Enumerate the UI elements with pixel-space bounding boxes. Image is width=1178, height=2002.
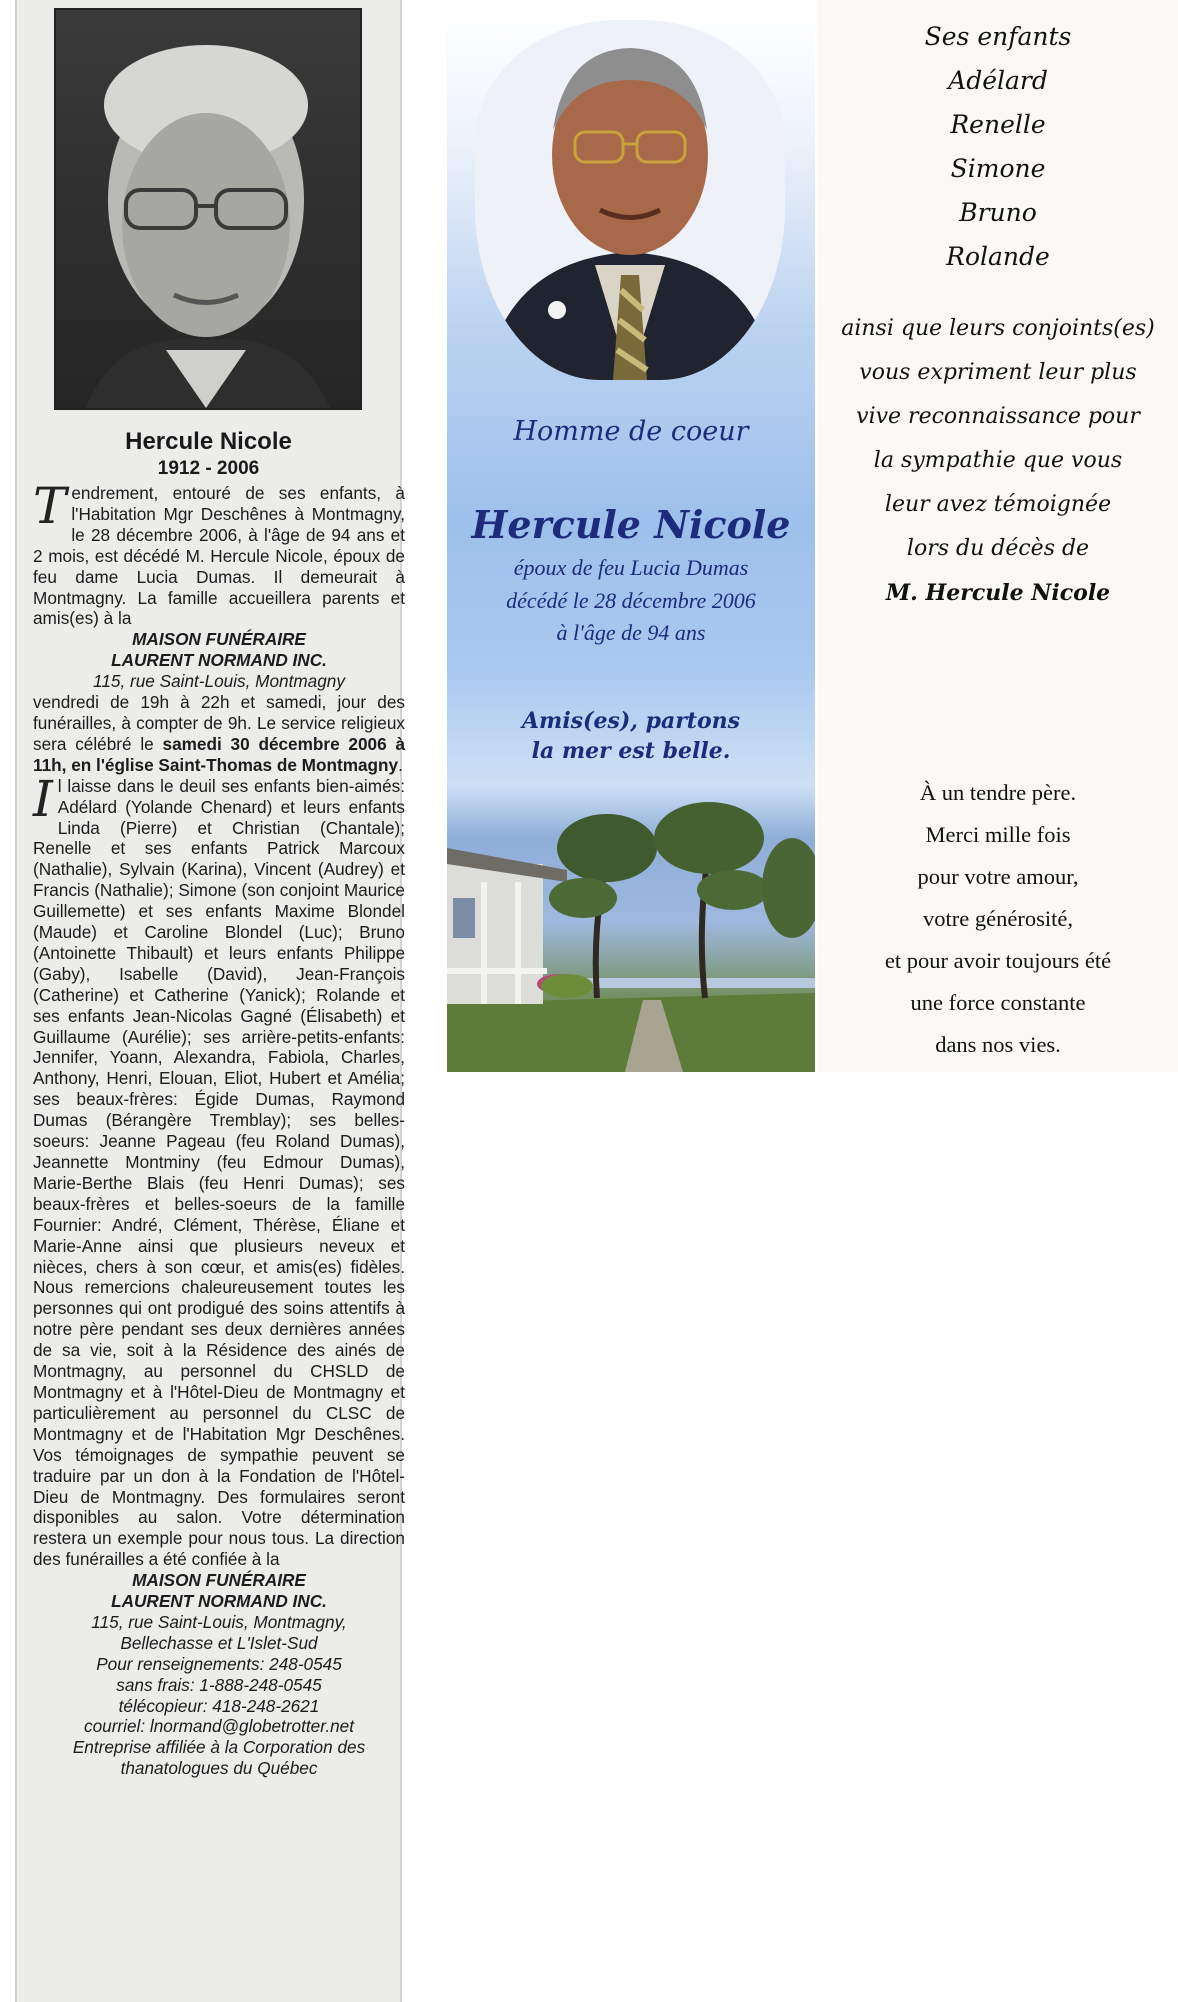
child-name: Bruno — [959, 198, 1037, 227]
footer-toll-free: sans frais: 1-888-248-0545 — [116, 1674, 322, 1695]
thanks-message-line: la sympathie que vous — [873, 448, 1123, 473]
thanks-message-line: ainsi que leurs conjoints(es) — [841, 316, 1155, 341]
seaside-landscape-image — [447, 778, 815, 1072]
card-portrait-photo — [475, 20, 785, 380]
tribute-line: dans nos vies. — [935, 1032, 1061, 1057]
thanks-deceased-name: M. Hercule Nicole — [885, 580, 1111, 606]
footer-email: courriel: lnormand@globetrotter.net — [84, 1716, 354, 1737]
memorial-bookmark-card — [447, 8, 815, 1072]
card-subtitle: Homme de coeur — [513, 416, 749, 447]
card-name: Hercule Nicole — [471, 502, 791, 547]
obituary-text — [33, 477, 405, 1779]
footer-fax: télécopieur: 418-248-2621 — [118, 1695, 320, 1716]
thanks-message-line: vous expriment leur plus — [859, 360, 1137, 385]
thanks-message-line: leur avez témoignée — [884, 492, 1112, 517]
obituary-years: 1912 - 2006 — [157, 458, 260, 479]
child-name: Rolande — [946, 242, 1050, 271]
thank-you-card — [818, 0, 1178, 1072]
child-name: Renelle — [950, 110, 1046, 139]
child-name: Adélard — [948, 66, 1048, 95]
card-quote-line-1: Amis(es), partons — [521, 708, 741, 734]
footer-funeral-home: MAISON FUNÉRAIRE — [132, 1570, 306, 1591]
tribute-line: Merci mille fois — [925, 822, 1071, 847]
footer-region: Bellechasse et L'Islet-Sud — [120, 1632, 318, 1653]
announcement-paragraph: Tendrement, entouré de ses enfants, à l'Habitation Mgr Deschênes à Montmagny, le 28 décembre 2006, à l'âge de 94 ans et 2 mois, est décédé M. Hercule Nicole, époux de feu dame Lucia Dumas. Il demeurait à Montmagny. La famille accueillera parents et amis(es) à la — [33, 477, 405, 629]
family-paragraph: Il laisse dans le deuil ses enfants bien-aimés: Adélard (Yolande Chenard) et leurs enfants Linda (Pierre) et Christian (Chantale); Renelle et ses enfants Patrick Marcoux (Nathalie), Sylvain (Karina), Vincent (Audrey) et Francis (Nathalie); Simone (son conjoint Maurice Guillemette) et ses enfants Maxime Blondel (Maude) et Caroline Blondel (Luc); Bruno (Antoinette Thibault) et leurs enfants Philippe (Gaby), Isabelle (David), Jean-François (Catherine) et Catherine (Yanick); Rolande et ses enfants Jean-Nicolas Gagné (Élisabeth) et Guillaume (Aurélie); ses arrière-petits-enfants: Jennifer, Yoann, Alexandra, Fabiola, Charles, Anthony, Henri, Elouan, Eliot, Hubert et Amélia; ses beaux-frères: Égide Dumas, Raymond Dumas (Bérangère Tremblay); ses belles-soeurs: Jeanne Pageau (feu Roland Dumas), Jeannette Montminy (feu Edmour Dumas), Marie-Berthe Blais (feu Henri Dumas); ses beaux-frères et belles-soeurs de la famille Fournier: André, Clément, Thérèse, Éliane et Marie-Anne ainsi que plusieurs neveux et nièces, chers à son cœur, et amis(es) fidèles. Nous remercions chaleureusement toutes les personnes qui ont prodigué des soins attentifs à notre père pendant ses deux dernières années de sa vie, soit à la Résidence des ainés de Montmagny, au personnel du CHSLD de Montmagny et à l'Hôtel-Dieu de Montmagny et particulièrement au personnel du CLSC de Montmagny et de l'Habitation Mgr Deschênes. Vos témoignages de sympathie peuvent se traduire par un don à la Fondation de l'Hôtel-Dieu de Montmagny. Des formulaires seront disponibles au salon. Votre détermination restera un exemple pour nous tous. La direction des funérailles a été confiée à la — [33, 769, 405, 1570]
tribute-line: une force constante — [910, 990, 1086, 1015]
funeral-home-address: 115, rue Saint-Louis, Montmagny — [93, 671, 345, 692]
footer-affiliation-2: thanatologues du Québec — [120, 1758, 318, 1779]
card-quote-line-2: la mer est belle. — [531, 738, 731, 764]
tribute-line: et pour avoir toujours été — [884, 948, 1112, 973]
footer-phone: Pour renseignements: 248-0545 — [96, 1653, 342, 1674]
footer-address: 115, rue Saint-Louis, Montmagny, — [91, 1611, 347, 1632]
children-heading: Ses enfants — [924, 22, 1072, 51]
funeral-home-name: MAISON FUNÉRAIRE — [132, 629, 306, 650]
footer-affiliation: Entreprise affiliée à la Corporation des — [72, 1737, 366, 1758]
footer-funeral-home-2: LAURENT NORMAND INC. — [111, 1591, 327, 1612]
tribute-line: pour votre amour, — [917, 864, 1079, 889]
funeral-home-name-2: LAURENT NORMAND INC. — [111, 650, 327, 671]
newspaper-clipping — [15, 0, 405, 2002]
thanks-message-line: vive reconnaissance pour — [856, 404, 1140, 429]
card-age: à l'âge de 94 ans — [556, 620, 706, 645]
tribute-line: À un tendre père. — [919, 780, 1077, 805]
obituary-name: Hercule Nicole — [125, 428, 292, 455]
clipping-portrait-photo — [54, 8, 362, 410]
card-death-date: décédé le 28 décembre 2006 — [506, 588, 756, 613]
drop-cap: I — [33, 769, 53, 828]
thanks-message-line: lors du décès de — [906, 536, 1090, 561]
card-spouse: époux de feu Lucia Dumas — [513, 555, 749, 580]
drop-cap: T — [33, 477, 67, 535]
tribute-line: votre générosité, — [923, 906, 1073, 931]
child-name: Simone — [950, 154, 1046, 183]
visitation-paragraph: vendredi de 19h à 22h et samedi, jour des funérailles, à compter de 9h. Le service religieux sera célébré le samedi 30 décembre 2006 à 11h, en l'église Saint-Thomas de Montmagny. — [33, 692, 405, 775]
